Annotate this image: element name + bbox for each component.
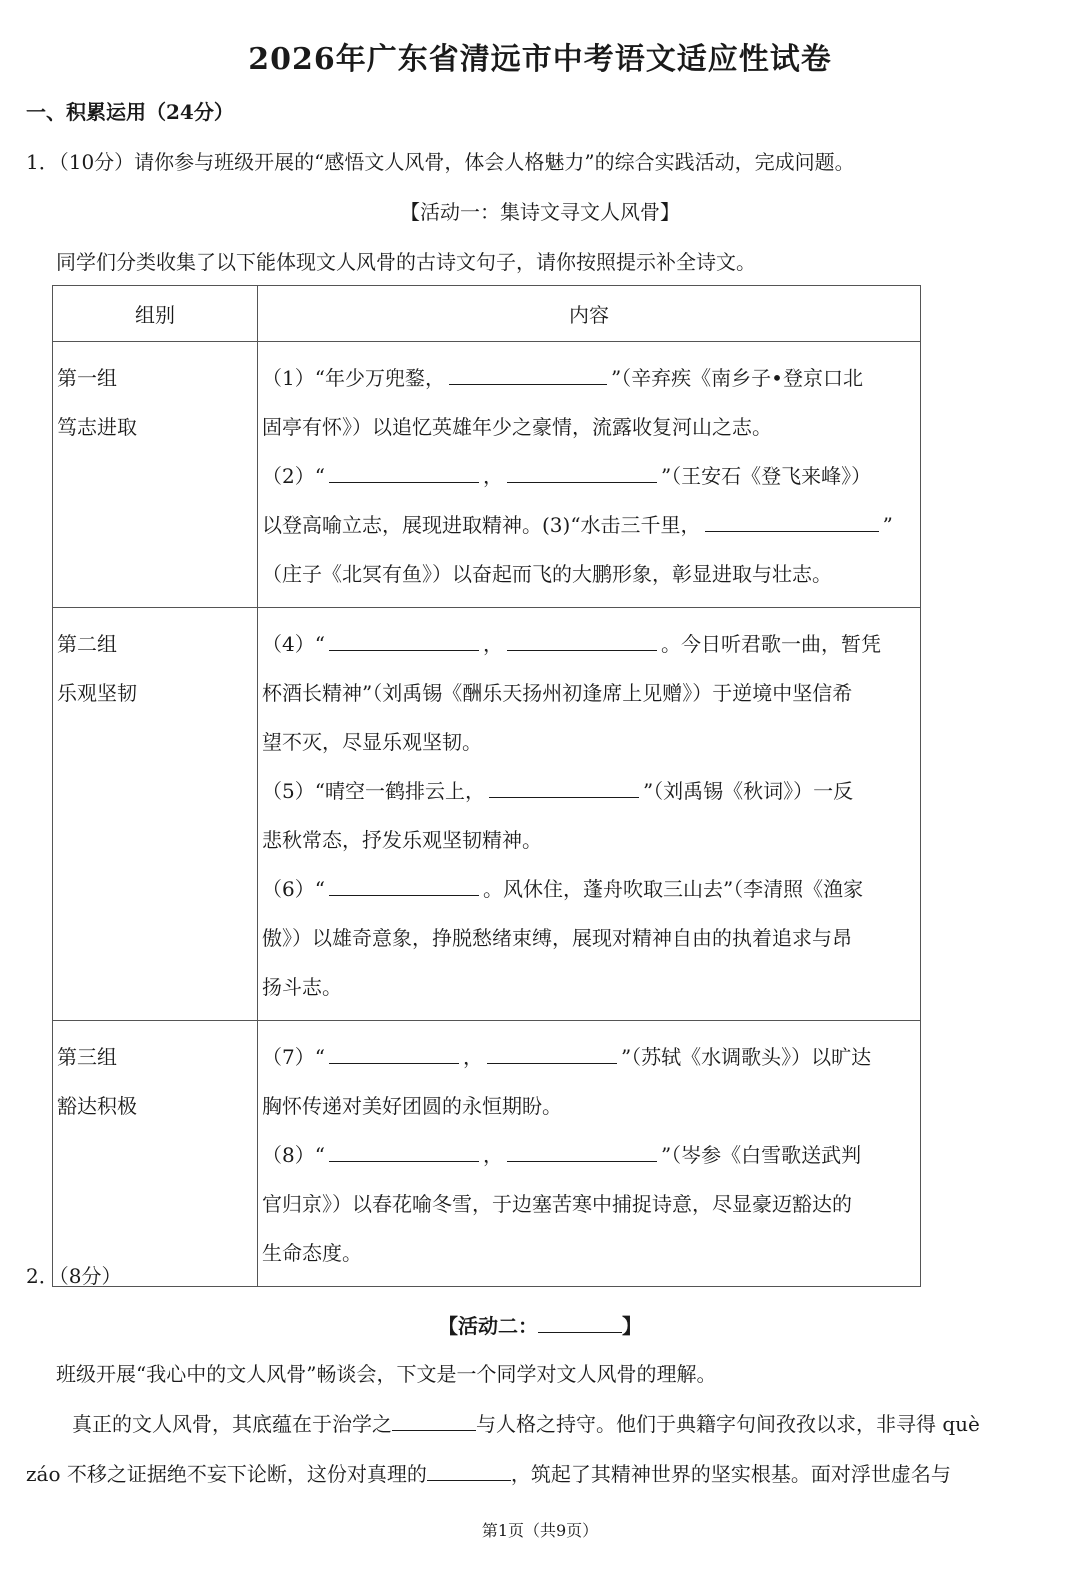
activity-2-intro: 班级开展“我心中的文人风骨”畅谈会，下文是一个同学对文人风骨的理解。 bbox=[56, 1362, 717, 1386]
activity-1-heading: 【活动一：集诗文寻文人风骨】 bbox=[400, 200, 680, 224]
passage-line-1 bbox=[72, 1410, 980, 1438]
passage-line-2 bbox=[26, 1460, 951, 1488]
group-theme: 笃志进取 bbox=[57, 415, 137, 439]
passage-text: ，筑起了其精神世界的坚实根基。面对浮世虚名与 bbox=[510, 1462, 951, 1486]
item-text: ”（苏轼《水调歌头》）以旷达 bbox=[620, 1045, 872, 1069]
answer-blank[interactable] bbox=[329, 630, 479, 651]
item-text: 以登高喻立志，展现进取精神。(3)“水击三千里， bbox=[262, 513, 701, 537]
table-row bbox=[53, 342, 921, 608]
answer-blank[interactable] bbox=[705, 511, 879, 532]
item-text: ， bbox=[482, 464, 503, 488]
item-text: （4）“ bbox=[262, 632, 325, 656]
item-text: （6）“ bbox=[262, 877, 325, 901]
item-text: 杯酒长精神”（刘禹锡《酬乐天扬州初逢席上见赠》）于逆境中坚信希 bbox=[262, 681, 853, 705]
answer-blank[interactable] bbox=[329, 875, 479, 896]
group-theme: 豁达积极 bbox=[57, 1094, 137, 1118]
item-text: （庄子《北冥有鱼》）以奋起而飞的大鹏形象，彰显进取与壮志。 bbox=[262, 562, 832, 586]
answer-blank[interactable] bbox=[329, 1043, 459, 1064]
item-text: ， bbox=[462, 1045, 483, 1069]
answer-blank[interactable] bbox=[329, 462, 479, 483]
table-header-content: 内容 bbox=[258, 286, 921, 342]
question-1-stem: 1．（10分）请你参与班级开展的“感悟文人风骨，体会人格魅力”的综合实践活动，完成问题。 bbox=[26, 150, 855, 174]
item-text: ”（辛弃疾《南乡子•登京口北 bbox=[610, 366, 863, 390]
item-text: 。今日听君歌一曲，暂凭 bbox=[660, 632, 881, 656]
answer-blank[interactable] bbox=[487, 1043, 617, 1064]
exam-title: 2026年广东省清远市中考语文适应性试卷 bbox=[248, 42, 832, 77]
group-theme: 乐观坚韧 bbox=[57, 681, 137, 705]
activity-2-prefix: 【活动二： bbox=[438, 1314, 538, 1338]
item-text: （1）“年少万兜鍪， bbox=[262, 366, 445, 390]
activity-1-intro: 同学们分类收集了以下能体现文人风骨的古诗文句子，请你按照提示补全诗文。 bbox=[56, 250, 756, 274]
item-text: 扬斗志。 bbox=[262, 975, 342, 999]
passage-text: 真正的文人风骨，其底蕴在于治学之 bbox=[72, 1412, 392, 1436]
item-text: 望不灭，尽显乐观坚韧。 bbox=[262, 730, 482, 754]
answer-blank[interactable] bbox=[329, 1141, 479, 1162]
group-name: 第二组 bbox=[57, 632, 117, 656]
activity-2-suffix: 】 bbox=[622, 1314, 642, 1338]
item-text: 。风休住，蓬舟吹取三山去”（李清照《渔家 bbox=[482, 877, 864, 901]
poem-table bbox=[52, 285, 921, 1287]
page-footer: 第1页（共9页） bbox=[481, 1521, 599, 1540]
table-header-group: 组别 bbox=[53, 286, 258, 342]
item-text: ， bbox=[482, 632, 503, 656]
answer-blank[interactable] bbox=[507, 462, 657, 483]
item-text: 胸怀传递对美好团圆的永恒期盼。 bbox=[262, 1094, 562, 1118]
answer-blank[interactable] bbox=[507, 1141, 657, 1162]
item-text: （2）“ bbox=[262, 464, 325, 488]
section-heading: 一、积累运用（24分） bbox=[26, 100, 234, 124]
item-text: 官归京》）以春花喻冬雪，于边塞苦寒中捕捉诗意，尽显豪迈豁达的 bbox=[262, 1192, 852, 1216]
answer-blank[interactable] bbox=[507, 630, 657, 651]
item-text: （5）“晴空一鹤排云上， bbox=[262, 779, 485, 803]
answer-blank[interactable] bbox=[538, 1312, 622, 1333]
group-name: 第三组 bbox=[57, 1045, 117, 1069]
item-text: 固亭有怀》）以追忆英雄年少之豪情，流露收复河山之志。 bbox=[262, 415, 772, 439]
answer-blank[interactable] bbox=[489, 777, 639, 798]
activity-2-heading bbox=[0, 1312, 1080, 1340]
question-2-stem: 2．（8分） bbox=[26, 1264, 122, 1288]
item-text: 悲秋常态，抒发乐观坚韧精神。 bbox=[262, 828, 542, 852]
table-row bbox=[53, 1021, 921, 1287]
item-text: （8）“ bbox=[262, 1143, 325, 1167]
answer-blank[interactable] bbox=[392, 1410, 476, 1431]
item-text: 生命态度。 bbox=[262, 1241, 362, 1265]
item-text: ”（王安石《登飞来峰》） bbox=[660, 464, 872, 488]
group-name: 第一组 bbox=[57, 366, 117, 390]
answer-blank[interactable] bbox=[427, 1460, 511, 1481]
answer-blank[interactable] bbox=[449, 364, 607, 385]
table-row bbox=[53, 608, 921, 1021]
item-text: ， bbox=[482, 1143, 503, 1167]
item-text: ”（刘禹锡《秋词》）一反 bbox=[642, 779, 854, 803]
item-text: 傲》）以雄奇意象，挣脱愁绪束缚，展现对精神自由的执着追求与昂 bbox=[262, 926, 852, 950]
passage-text: záo 不移之证据绝不妄下论断，这份对真理的 bbox=[26, 1462, 427, 1486]
item-text: ” bbox=[882, 513, 893, 537]
item-text: ”（岑参《白雪歌送武判 bbox=[660, 1143, 862, 1167]
passage-text: 与人格之持守。他们于典籍字句间孜孜以求，非寻得 què bbox=[476, 1412, 980, 1436]
item-text: （7）“ bbox=[262, 1045, 325, 1069]
